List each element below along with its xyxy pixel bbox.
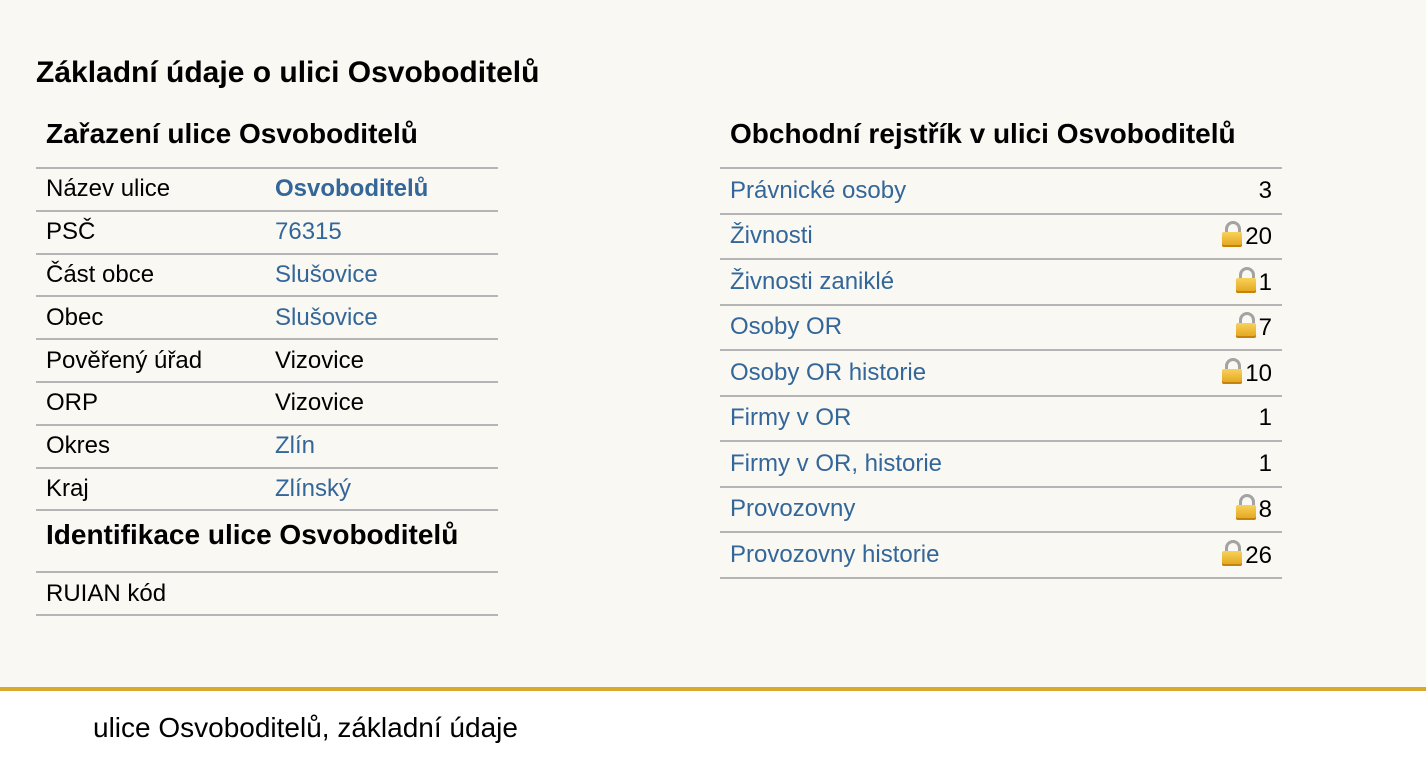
table-row — [720, 305, 1282, 351]
row-label: Obec — [36, 296, 265, 339]
persons-or-link[interactable]: Osoby OR — [720, 305, 1152, 351]
defunct-trades-link[interactable]: Živnosti zaniklé — [720, 259, 1152, 305]
lock-icon — [1222, 540, 1242, 566]
street-name-link[interactable]: Osvoboditelů — [265, 168, 498, 211]
row-label: RUIAN kód — [36, 572, 265, 615]
table-row — [720, 259, 1282, 305]
table-row — [720, 350, 1282, 396]
establishments-link[interactable]: Provozovny — [720, 487, 1152, 533]
lock-icon — [1236, 494, 1256, 520]
lock-icon — [1236, 312, 1256, 338]
count-value: 1 — [1258, 268, 1272, 296]
orp-value: Vizovice — [265, 382, 498, 425]
table-row — [36, 468, 498, 511]
identification-table — [36, 571, 498, 616]
table-row — [36, 425, 498, 468]
region-link[interactable]: Zlínský — [265, 468, 498, 511]
lock-icon — [1222, 358, 1242, 384]
register-heading: Obchodní rejstřík v ulici Osvoboditelů — [730, 118, 1236, 149]
trades-link[interactable]: Živnosti — [720, 214, 1152, 260]
table-row — [720, 168, 1282, 214]
district-link[interactable]: Zlín — [265, 425, 498, 468]
row-label: Část obce — [36, 254, 265, 297]
count-cell — [1152, 441, 1282, 487]
classification-heading: Zařazení ulice Osvoboditelů — [46, 118, 418, 149]
ruian-code-value — [265, 572, 498, 615]
companies-or-history-link[interactable]: Firmy v OR, historie — [720, 441, 1152, 487]
identification-heading: Identifikace ulice Osvoboditelů — [46, 519, 459, 551]
row-label: PSČ — [36, 211, 265, 254]
lock-icon — [1222, 221, 1242, 247]
count-cell — [1152, 305, 1282, 351]
table-row — [36, 296, 498, 339]
table-row — [36, 382, 498, 425]
row-label: Název ulice — [36, 168, 265, 211]
companies-or-link[interactable]: Firmy v OR — [720, 396, 1152, 442]
establishments-history-link[interactable]: Provozovny historie — [720, 532, 1152, 578]
page-title: Základní údaje o ulici Osvoboditelů — [36, 56, 540, 89]
postal-code-link[interactable]: 76315 — [265, 211, 498, 254]
count-value: 7 — [1258, 314, 1272, 342]
count-cell — [1152, 168, 1282, 214]
row-label: ORP — [36, 382, 265, 425]
table-row — [720, 396, 1282, 442]
register-table — [720, 167, 1282, 579]
count-value: 20 — [1245, 223, 1272, 251]
table-row — [36, 339, 498, 382]
persons-or-history-link[interactable]: Osoby OR historie — [720, 350, 1152, 396]
footer — [0, 687, 1426, 764]
row-label: Okres — [36, 425, 265, 468]
table-row — [720, 532, 1282, 578]
lock-icon — [1236, 267, 1256, 293]
count-cell — [1152, 259, 1282, 305]
count-value: 1 — [1258, 449, 1272, 477]
classification-table — [36, 167, 498, 511]
count-cell — [1152, 532, 1282, 578]
count-value: 3 — [1258, 176, 1272, 204]
table-row — [36, 254, 498, 297]
count-value: 8 — [1258, 496, 1272, 524]
municipal-part-link[interactable]: Slušovice — [265, 254, 498, 297]
count-value: 26 — [1245, 541, 1272, 569]
table-row — [720, 487, 1282, 533]
table-row — [720, 441, 1282, 487]
business-register-section — [720, 112, 1282, 579]
row-label: Kraj — [36, 468, 265, 511]
footer-text: ulice Osvoboditelů, základní údaje — [93, 712, 518, 743]
count-cell — [1152, 350, 1282, 396]
table-row — [36, 168, 498, 211]
count-cell — [1152, 214, 1282, 260]
count-value: 1 — [1258, 404, 1272, 432]
count-cell — [1152, 487, 1282, 533]
count-cell — [1152, 396, 1282, 442]
table-row — [720, 214, 1282, 260]
municipality-link[interactable]: Slušovice — [265, 296, 498, 339]
table-row — [36, 572, 498, 615]
row-label: Pověřený úřad — [36, 339, 265, 382]
count-value: 10 — [1245, 359, 1272, 387]
street-classification-section — [36, 112, 498, 616]
legal-entities-link[interactable]: Právnické osoby — [720, 168, 1152, 214]
table-row — [36, 211, 498, 254]
authorized-office-value: Vizovice — [265, 339, 498, 382]
